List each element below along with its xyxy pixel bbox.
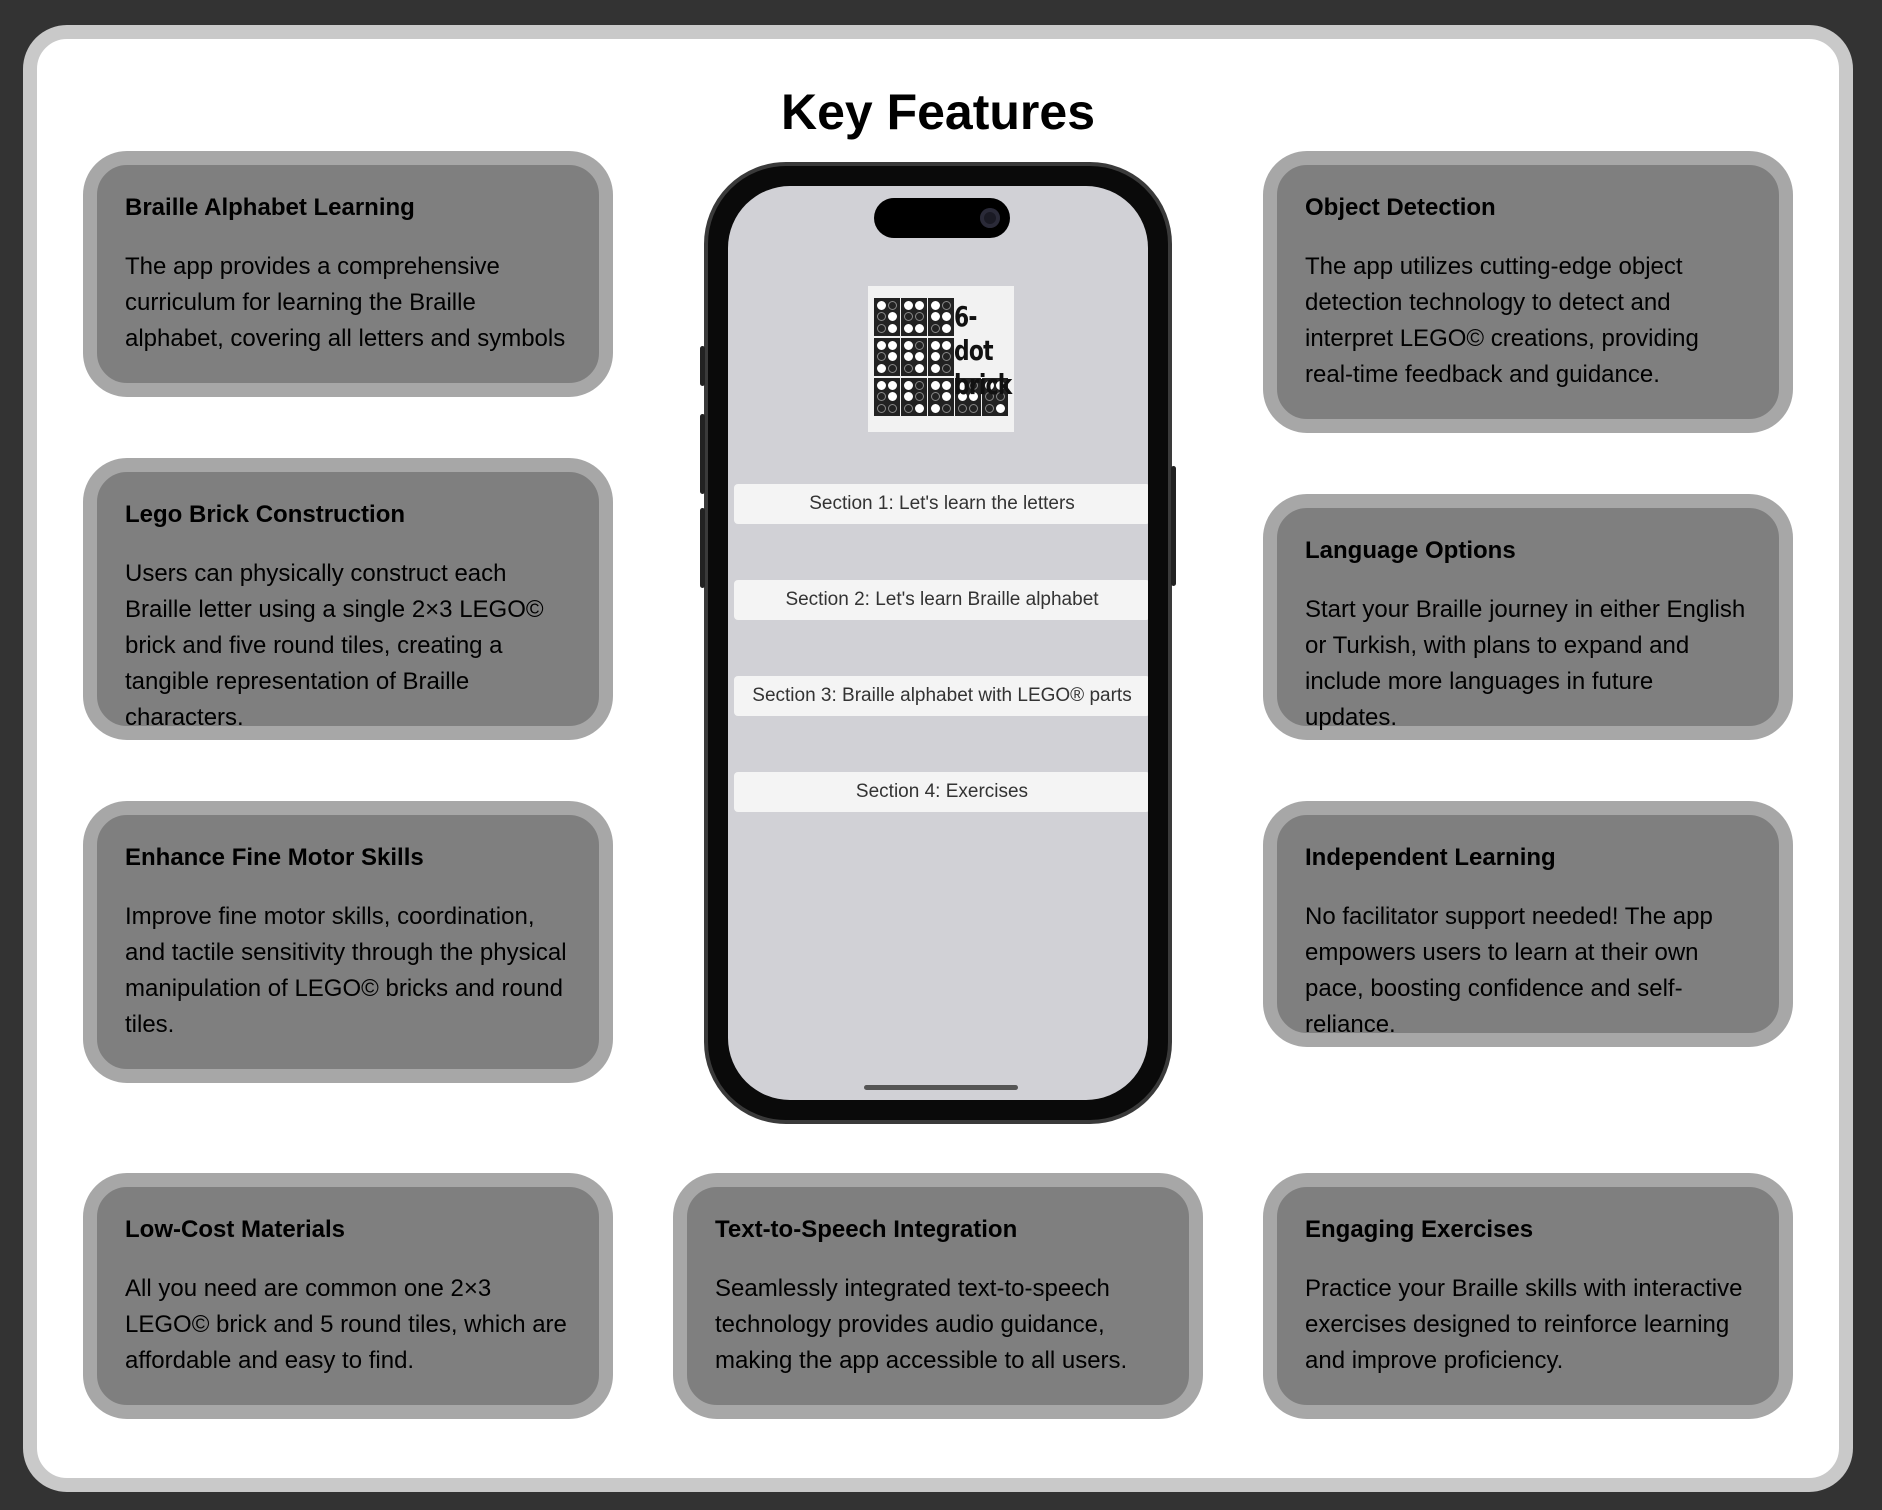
- feature-text: Improve fine motor skills, coordination, and tactile sensitivity through the physical manipulation of LEGO© bricks and round tiles.: [125, 903, 567, 1038]
- feature-text: Start your Braille journey in either English or Turkish, with plans to expand and include more languages in future updates.: [1305, 596, 1746, 731]
- section-2-button[interactable]: Section 2: Let's learn Braille alphabet: [734, 580, 1148, 620]
- feature-text: Seamlessly integrated text-to-speech technology provides audio guidance, making the app accessible to all users.: [715, 1275, 1128, 1374]
- feature-card-braille-alphabet: [83, 151, 613, 397]
- logo-text: [954, 300, 1011, 402]
- feature-card-object-detection: [1263, 151, 1793, 433]
- feature-title: Language Options: [1305, 537, 1516, 564]
- logo-line-1: 6-dot: [954, 300, 993, 367]
- phone-mockup: [704, 162, 1172, 1124]
- feature-card-fine-motor: [83, 801, 613, 1083]
- phone-side-button: [1171, 466, 1176, 586]
- feature-text: No facilitator support needed! The app empowers users to learn at their own pace, boosting confidence and self-reliance.: [1305, 903, 1713, 1038]
- feature-card-low-cost: [83, 1173, 613, 1419]
- dynamic-island: [874, 198, 1010, 238]
- feature-title: Low-Cost Materials: [125, 1216, 346, 1243]
- app-logo: [868, 286, 1014, 432]
- feature-card-language: [1263, 494, 1793, 740]
- section-4-button[interactable]: Section 4: Exercises: [734, 772, 1148, 812]
- phone-side-button: [700, 346, 705, 386]
- section-3-button[interactable]: Section 3: Braille alphabet with LEGO® parts: [734, 676, 1148, 716]
- section-1-button[interactable]: Section 1: Let's learn the letters: [734, 484, 1148, 524]
- feature-title: Lego Brick Construction: [125, 501, 406, 528]
- feature-title: Independent Learning: [1305, 844, 1556, 871]
- feature-text: The app utilizes cutting-edge object detection technology to detect and interpret LEGO© creations, providing real-time feedback and guidance.: [1305, 253, 1699, 388]
- phone-side-button: [700, 414, 705, 494]
- feature-text: Practice your Braille skills with interactive exercises designed to reinforce learning and improve proficiency.: [1305, 1275, 1743, 1374]
- phone-side-button: [700, 508, 705, 588]
- feature-card-lego-construction: [83, 458, 613, 740]
- feature-text: Users can physically construct each Braille letter using a single 2×3 LEGO© brick and five round tiles, creating a tangible representation of Braille characters.: [125, 560, 544, 731]
- home-indicator[interactable]: [864, 1085, 1018, 1090]
- logo-line-2: brick: [954, 368, 1012, 401]
- feature-text: The app provides a comprehensive curriculum for learning the Braille alphabet, covering all letters and symbols: [125, 253, 566, 352]
- feature-card-exercises: [1263, 1173, 1793, 1419]
- feature-text: All you need are common one 2×3 LEGO© brick and 5 round tiles, which are affordable and easy to find.: [125, 1275, 567, 1374]
- camera-icon: [980, 208, 1000, 228]
- feature-title: Object Detection: [1305, 194, 1496, 221]
- feature-card-independent: [1263, 801, 1793, 1047]
- feature-title: Enhance Fine Motor Skills: [125, 844, 424, 871]
- feature-title: Braille Alphabet Learning: [125, 194, 415, 221]
- phone-screen: [728, 186, 1148, 1100]
- feature-title: Text-to-Speech Integration: [715, 1216, 1018, 1243]
- feature-card-tts: [673, 1173, 1203, 1419]
- page-title: Key Features: [780, 84, 1096, 140]
- feature-title: Engaging Exercises: [1305, 1216, 1534, 1243]
